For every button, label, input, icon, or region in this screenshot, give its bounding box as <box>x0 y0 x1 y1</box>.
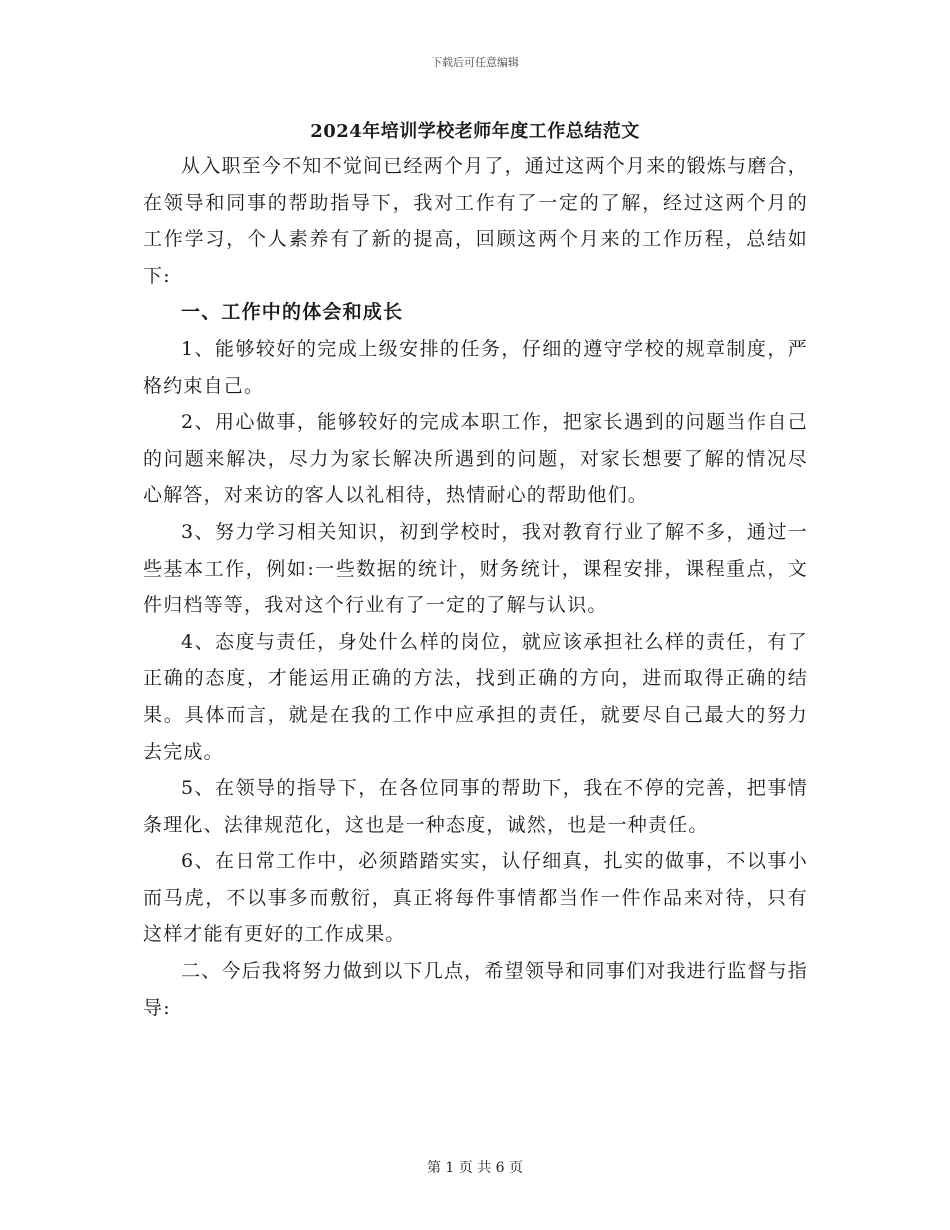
intro-paragraph: 从入职至今不知不觉间已经两个月了，通过这两个月来的锻炼与磨合，在领导和同事的帮助指导下，我对工作有了一定的了解，经过这两个月的工作学习，个人素养有了新的提高，回顾这两个月来的工作历程，总结如下: <box>143 155 808 287</box>
list-item-2: 2、用心做事，能够较好的完成本职工作，把家长遇到的问题当作自己的问题来解决，尽力为家长解决所遇到的问题，对家长想要了解的情况尽心解答，对来访的客人以礼相待，热情耐心的帮助他们。 <box>143 411 808 507</box>
document-title: 2024年培训学校老师年度工作总结范文 <box>310 121 640 142</box>
section-heading-1: 一、工作中的体会和成长 <box>181 301 404 324</box>
list-item-3: 3、努力学习相关知识，初到学校时，我对教育行业了解不多，通过一些基本工作，例如:一些数据的统计，财务统计，课程安排，课程重点，文件归档等等，我对这个行业有了一定的了解与认识。 <box>143 520 808 617</box>
list-item-1: 1、能够较好的完成上级安排的任务，仔细的遵守学校的规章制度，严格约束自己。 <box>143 337 808 397</box>
page-footer: 第 1 页 共 6 页 <box>426 1160 524 1176</box>
document-body <box>143 148 808 1026</box>
header-note: 下载后可任意编辑 <box>431 56 519 69</box>
list-item-5: 5、在领导的指导下，在各位同事的帮助下，我在不停的完善，把事情条理化、法律规范化，这也是一种态度，诚然，也是一种责任。 <box>143 777 808 836</box>
list-item-4: 4、态度与责任，身处什么样的岗位，就应该承担社么样的责任，有了正确的态度，才能运用正确的方法，找到正确的方向，进而取得正确的结果。具体而言，就是在我的工作中应承担的责任，就要尽自己最大的努力去完成。 <box>143 630 808 763</box>
section-heading-2: 二、今后我将努力做到以下几点，希望领导和同事们对我进行监督与指导: <box>143 960 808 1019</box>
list-item-6: 6、在日常工作中，必须踏踏实实，认仔细真，扎实的做事，不以事小而马虎，不以事多而敷衍，真正将每件事情都当作一件作品来对待，只有这样才能有更好的工作成果。 <box>143 850 808 946</box>
